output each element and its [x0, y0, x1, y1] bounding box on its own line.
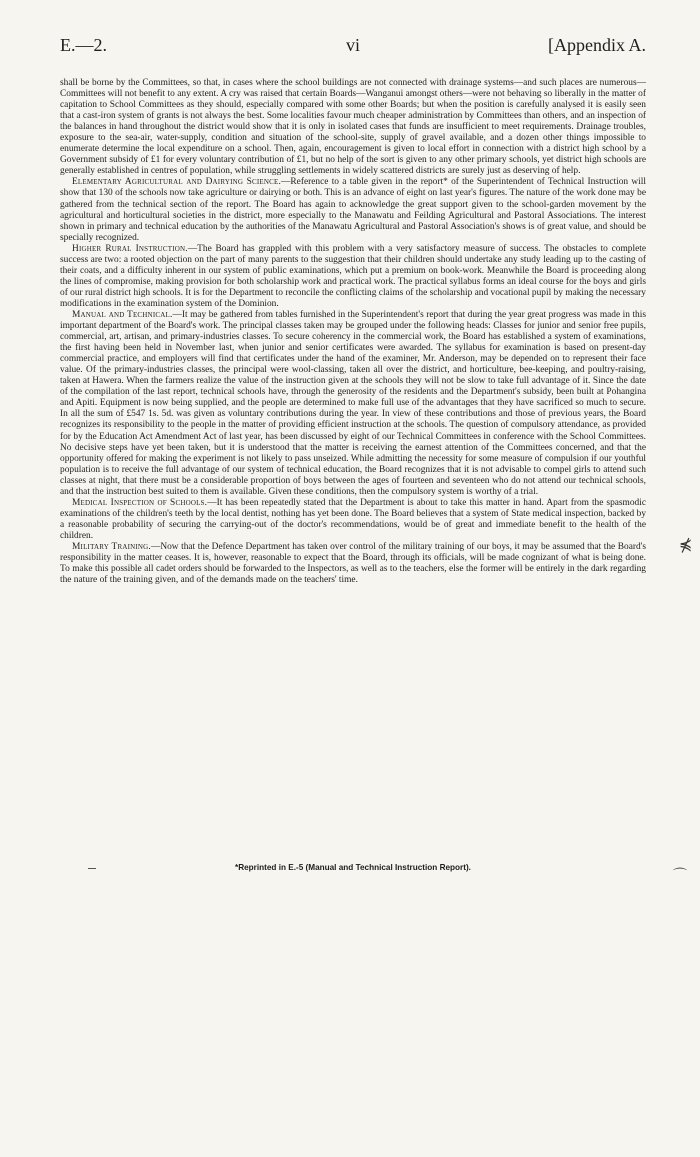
paragraph-medical-inspection [60, 498, 646, 542]
footnote: *Reprinted in E.-5 (Manual and Technical Instruction Report). [235, 863, 471, 872]
paragraph-text: —The Board has grappled with this problem with a very satisfactory measure of success. The obstacles to complete success are two: a rooted objection on the part of many parents to the suggestion that their children should undertake any study leading up to the casting of their coats, and a difficulty inherent in our system of public examinations, which put a premium on book-work. Meanwhile the Board is proceeding along the lines of compromise, making provision for both scholarship work and practical work. The practical syllabus forms an ideal course for the boys and girls of our rural district high schools. It is for the Department to reconcile the conflicting claims of the scholarship and vocational pupil by making the necessary modifications in the examination system of the Dominion. [60, 243, 646, 309]
paragraph-military-training [60, 542, 646, 586]
page-number: vi [345, 35, 360, 55]
document-code: E.—2. [60, 35, 107, 55]
section-heading: Military Training. [72, 541, 151, 552]
page-header [60, 33, 646, 57]
section-heading: Medical Inspection of Schools. [72, 497, 208, 508]
section-heading: Higher Rural Instruction. [72, 243, 188, 254]
section-heading: Elementary Agricultural and Dairying Science. [72, 177, 282, 188]
paragraph-capitation [60, 78, 646, 177]
paragraph-text: shall be borne by the Committees, so that, in cases where the school buildings are not connected with drainage systems—and such places are numerous—Committees will not benefit to any extent. A cry was raised that certain Boards—Wanganui amongst others—were not behaving so liberally in the matter of capitation to School Committees as they should, especially compared with some other Boards; but when the position is carefully analysed it is easily seen that a cast-iron system of grants is not always the best. Some localities favour much cheaper administration by Committees than others, and an inspection of the balances in hand throughout the district would show that it is only in isolated cases that funds are insufficient to meet requirements. Drainage troubles, exposure to the sea-air, water-supply, condition and situation of the school-site, supply of gravel available, and a dozen other things impossible to enumerate determine the local expenditure on a school. Then, again, encouragement is given to local effort in connection with a district high school by a Government subsidy of £1 for every voluntary contribution of £1, but no help of the sort is given to any other primary schools, yet district high schools are generally established in centres of population, while struggling settlements in widely scattered districts are surely just as deserving of help. [60, 78, 646, 177]
paragraph-text: —It has been repeatedly stated that the Department is about to take this matter in hand. Apart from the spasmodic examinations of the children's teeth by the local dentist, nothing has yet been done. The Board believes that a system of State medical inspection, backed by a reasonable probability of securing the carrying-out of the doctor's recommendations, would be of great and immediate benefit to the health of the children. [60, 497, 646, 541]
report-body [60, 78, 646, 586]
paragraph-text: —Reference to a table given in the report* of the Superintendent of Technical Instruction will show that 130 of the schools now take agriculture or dairying or both. This is an advance of eight on last year's figures. The nature of the work done may be gathered from the technical section of the report. The Board has again to acknowledge the great support given to the school-garden movement by the agricultural and horticultural societies in the district, more especially to the Manawatu and Feilding Agricultural and Pastoral Associations. The interest shown in primary and technical education by the authorities of the Manawatu Agricultural and Pastoral Association's shows is of great value, and should be specially recognized. [60, 177, 646, 243]
section-heading: Manual and Technical. [72, 309, 173, 320]
paragraph-agricultural-science [60, 177, 646, 243]
appendix-label: [Appendix A. [548, 35, 646, 55]
paragraph-rural-instruction [60, 244, 646, 310]
paragraph-text: —It may be gathered from tables furnished in the Superintendent's report that during the year great progress was made in this important department of the Board's work. The principal classes taken may be grouped under the following heads: Classes for junior and senior free pupils, commercial, art, artisan, and primary-industries classes. To secure coherency in the commercial work, the Board has established a system of examinations, the first having been held in November last, when junior and senior certificates were awarded. The syllabus for examination is based on present-day commercial practice, and employers will find that certificates under the hand of the examiner, Mr. Anderson, may be depended on to represent their face value. Of the primary-industries classes, the principal were wool-classing, taken all over the district, and horticulture, bee-keeping, and poultry-raising, taken at Hawera. When the farmers realize the value of the instruction given at the schools they will not be slow to take full advantage of it. Since the date of the compilation of the last report, technical schools have, through the generosity of the residents and the Department's subsidy, been built at Pohangina and Apiti. Equipment is now being supplied, and the people are determined to make full use of the advantages that they have sacrificed so much to secure. In all the sum of £547 1s. 5d. was given as voluntary contributions during the year. In view of these contributions and those of previous years, the Board recognizes its responsibility to the people in the matter of providing efficient instruction at the schools. The question of compulsory attendance, as provided for by the Education Act Amendment Act of last year, has been discussed by eight of our Technical Committees in conference with the School Committees. No decisive steps have yet been taken, but it is understood that the matter is receiving the earnest attention of the Committees concerned, and that the opportunity offered for making the experiment is not likely to pass unseized. While admitting the necessity for some measure of compulsion if our youthful population is to receive the full advantage of our system of technical education, the Board recognizes that it is not advisable to compel girls to attend such classes at night, that there must be a considerable proportion of boys between the ages of fourteen and seventeen who do not attend our technical schools, and that the instruction best suited to them is available. Given these conditions, then the compulsory system is worthy of a trial. [60, 309, 646, 497]
margin-tick-icon: ⌒ [673, 868, 687, 884]
margin-mark-icon: ⋠ [679, 535, 693, 554]
paragraph-text: —Now that the Defence Department has taken over control of the military training of our boys, it may be assumed that the Board's responsibility in the matter ceases. It is, however, reasonable to expect that the Board, through its officials, will be made cognizant of what is being done. To make this possible all cadet orders should be forwarded to the Inspectors, as well as to the teachers, else the former will be entirely in the dark regarding the nature of the training given, and of the demands made on the teachers' time. [60, 541, 646, 586]
paragraph-manual-technical [60, 310, 646, 498]
